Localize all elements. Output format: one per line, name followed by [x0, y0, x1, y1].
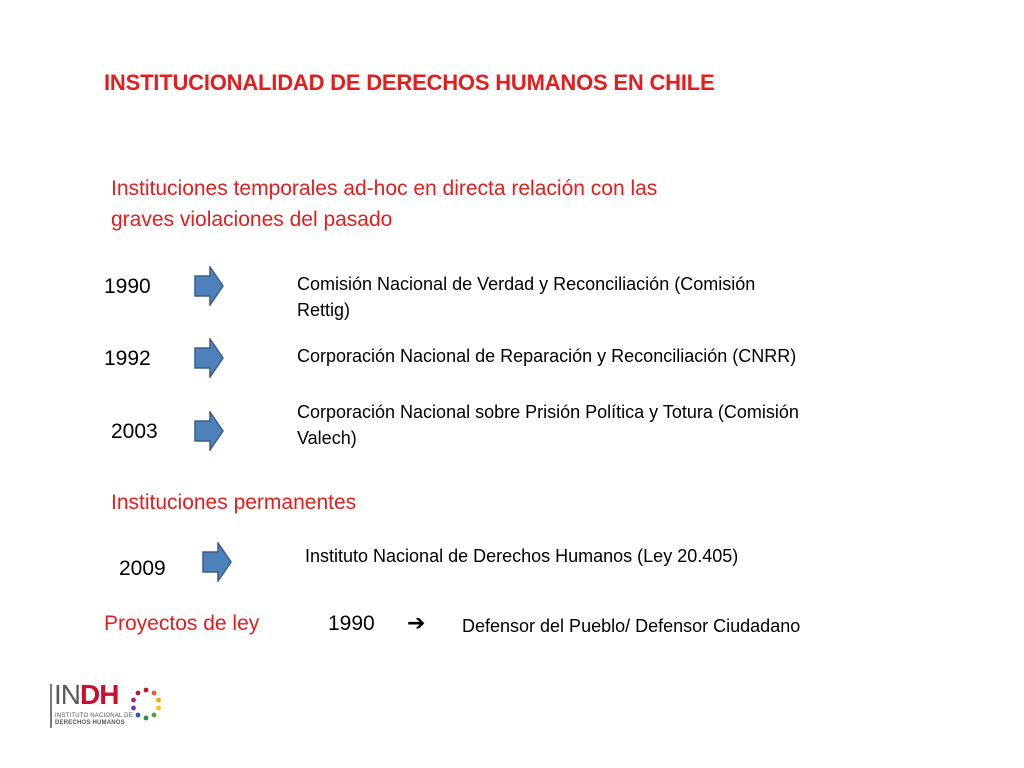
indh-logo — [50, 680, 165, 732]
item-1992-description — [297, 343, 796, 369]
slide-title: INSTITUCIONALIDAD DE DERECHOS HUMANOS EN CHILE — [104, 70, 715, 95]
year-1992: 1992 — [104, 347, 151, 370]
item-2009-description: Instituto Nacional de Derechos Humanos (Ley 20.405) — [305, 546, 739, 566]
logo-divider — [50, 684, 52, 728]
item-2003-description — [297, 399, 799, 451]
logo-subtitle-line1: INSTITUTO NACIONAL DE — [55, 713, 133, 719]
year-2003: 2003 — [111, 420, 158, 443]
logo-subtitle-line2: DERECHOS HUMANOS — [55, 720, 125, 726]
arrow-right-icon — [194, 338, 224, 378]
item-1992-line1: Corporación Nacional de Reparación y Reconciliación (CNRR) — [297, 346, 797, 366]
logo-wordmark: INDH — [54, 679, 119, 710]
item-1990-line2: Rettig) — [297, 300, 351, 320]
item-1990-line1: Comisión Nacional de Verdad y Reconciliación (Comisión — [297, 274, 756, 294]
item-1990-description — [297, 271, 755, 323]
temporales-heading-line1: Instituciones temporales ad-hoc en directa relación con las — [111, 177, 658, 200]
proyectos-year: 1990 — [328, 612, 375, 635]
proyectos-text: Defensor del Pueblo/ Defensor Ciudadano — [462, 616, 801, 636]
arrow-right-icon — [194, 411, 224, 451]
arrow-right-icon — [202, 542, 232, 582]
item-2003-line1: Corporación Nacional sobre Prisión Política y Totura (Comisión — [297, 402, 799, 422]
item-2003-line2: Valech) — [297, 428, 357, 448]
year-2009: 2009 — [119, 557, 166, 580]
arrow-right-icon: ➔ — [407, 611, 426, 636]
permanentes-heading: Instituciones permanentes — [111, 491, 357, 514]
arrow-right-icon — [194, 266, 224, 306]
dots-ring-icon — [130, 686, 162, 722]
proyectos-heading: Proyectos de ley — [104, 612, 260, 635]
temporales-heading-line2: graves violaciones del pasado — [111, 208, 393, 231]
year-1990: 1990 — [104, 275, 151, 298]
temporales-heading — [111, 173, 657, 235]
